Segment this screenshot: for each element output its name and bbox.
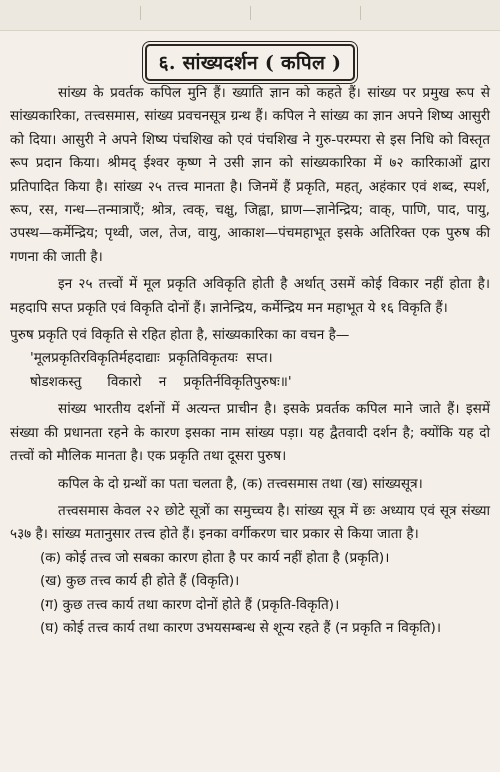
- page-body: [10, 82, 490, 640]
- chapter-heading: ६. सांख्यदर्शन ( कपिल ): [145, 44, 356, 81]
- heading-area: [0, 44, 500, 81]
- verse-line-2: षोडशकस्तु विकारो न प्रकृतिर्नविकृतिपुरुषः॥': [30, 373, 292, 390]
- paragraph-purusha: पुरुष प्रकृति एवं विकृति से रहित होता है, सांख्यकारिका का वचन है—: [10, 327, 350, 344]
- table-rule: [140, 6, 141, 20]
- table-rule: [360, 6, 361, 20]
- classification-item: (ग) कुछ तत्त्व कार्य तथा कारण दोनों होते हैं (प्रकृति-विकृति)।: [40, 596, 340, 613]
- previous-page-edge: [0, 0, 500, 31]
- paragraph-tattva: इन २५ तत्त्वों में मूल प्रकृति अविकृति होती है अर्थात् उसमें कोई विकार नहीं होता है। महदापि सप्त प्रकृति एवं विकृति दोनों हैं। ज्ञानेन्द्रिय, कर्मेन्द्रिय मन महाभूत ये १६ विकृति हैं।: [10, 276, 490, 316]
- classification-item: (ख) कुछ तत्त्व कार्य ही होते हैं (विकृति)।: [40, 573, 240, 590]
- verse-line-1: 'मूलप्रकृतिरविकृतिर्महदाद्याः प्रकृतिविकृतयः सप्त।: [30, 350, 273, 367]
- table-rule: [250, 6, 251, 20]
- classification-item: (क) कोई तत्त्व जो सबका कारण होता है पर कार्य नहीं होता है (प्रकृति)।: [40, 549, 390, 566]
- paragraph-tattvasamas: तत्त्वसमास केवल २२ छोटे सूत्रों का समुच्चय है। सांख्य सूत्र में छः अध्याय एवं सूत्र संख्या ५३७ है। सांख्य मतानुसार तत्त्व होते हैं। इनका वर्गीकरण चार प्रकार से किया जाता है।: [10, 502, 490, 543]
- paragraph-intro: सांख्य के प्रवर्तक कपिल मुनि हैं। ख्याति ज्ञान को कहते हैं। सांख्य पर प्रमुख रूप से सांख्यकारिका, तत्त्वसमास, सांख्य प्रवचनसूत्र ग्रन्थ हैं। कपिल ने सांख्य का ज्ञान अपने शिष्य आसुरी को दिया। आसुरी ने अपने शिष्य पंचशिख को एवं पंचशिख ने गुरु-परम्परा से इस निधि को विस्तृत रूप प्रदान किया। श्रीमद् ईश्वर कृष्ण ने उसी ज्ञान को सांख्यकारिका में ७२ कारिकाओं द्वारा प्रतिपादित किया है। सांख्य २५ तत्त्व मानता है। जिनमें हैं प्रकृति, महत्, अहंकार एवं शब्द, स्पर्श, रूप, रस, गन्ध—तन्मात्राएँ; श्रोत्र, त्वक्, चक्षु, जिह्वा, घ्राण—ज्ञानेन्द्रिय; वाक्, पाणि, पाद, पायु, उपस्थ—कर्मेन्द्रिय; पृथ्वी, जल, तेज, वायु, आकाश—पंचमहाभूत इसके अतिरिक्त एक पुरुष की गणना की जाती है।: [10, 85, 490, 265]
- paragraph-granth: कपिल के दो ग्रन्थों का पता चलता है, (क) तत्त्वसमास तथा (ख) सांख्यसूत्र।: [58, 475, 423, 492]
- classification-item: (घ) कोई तत्त्व कार्य तथा कारण उभयसम्बन्ध से शून्य रहते हैं (न प्रकृति न विकृति)।: [40, 619, 442, 636]
- paragraph-ancient: सांख्य भारतीय दर्शनों में अत्यन्त प्राचीन है। इसके प्रवर्तक कपिल माने जाते हैं। इसमें संख्या की प्रधानता रहने के कारण इसका नाम सांख्य पड़ा। यह द्वैतवादी दर्शन है; क्योंकि यह दो तत्त्वों को मौलिक मानता है। एक प्रकृति तथा दूसरा पुरुष।: [10, 401, 490, 465]
